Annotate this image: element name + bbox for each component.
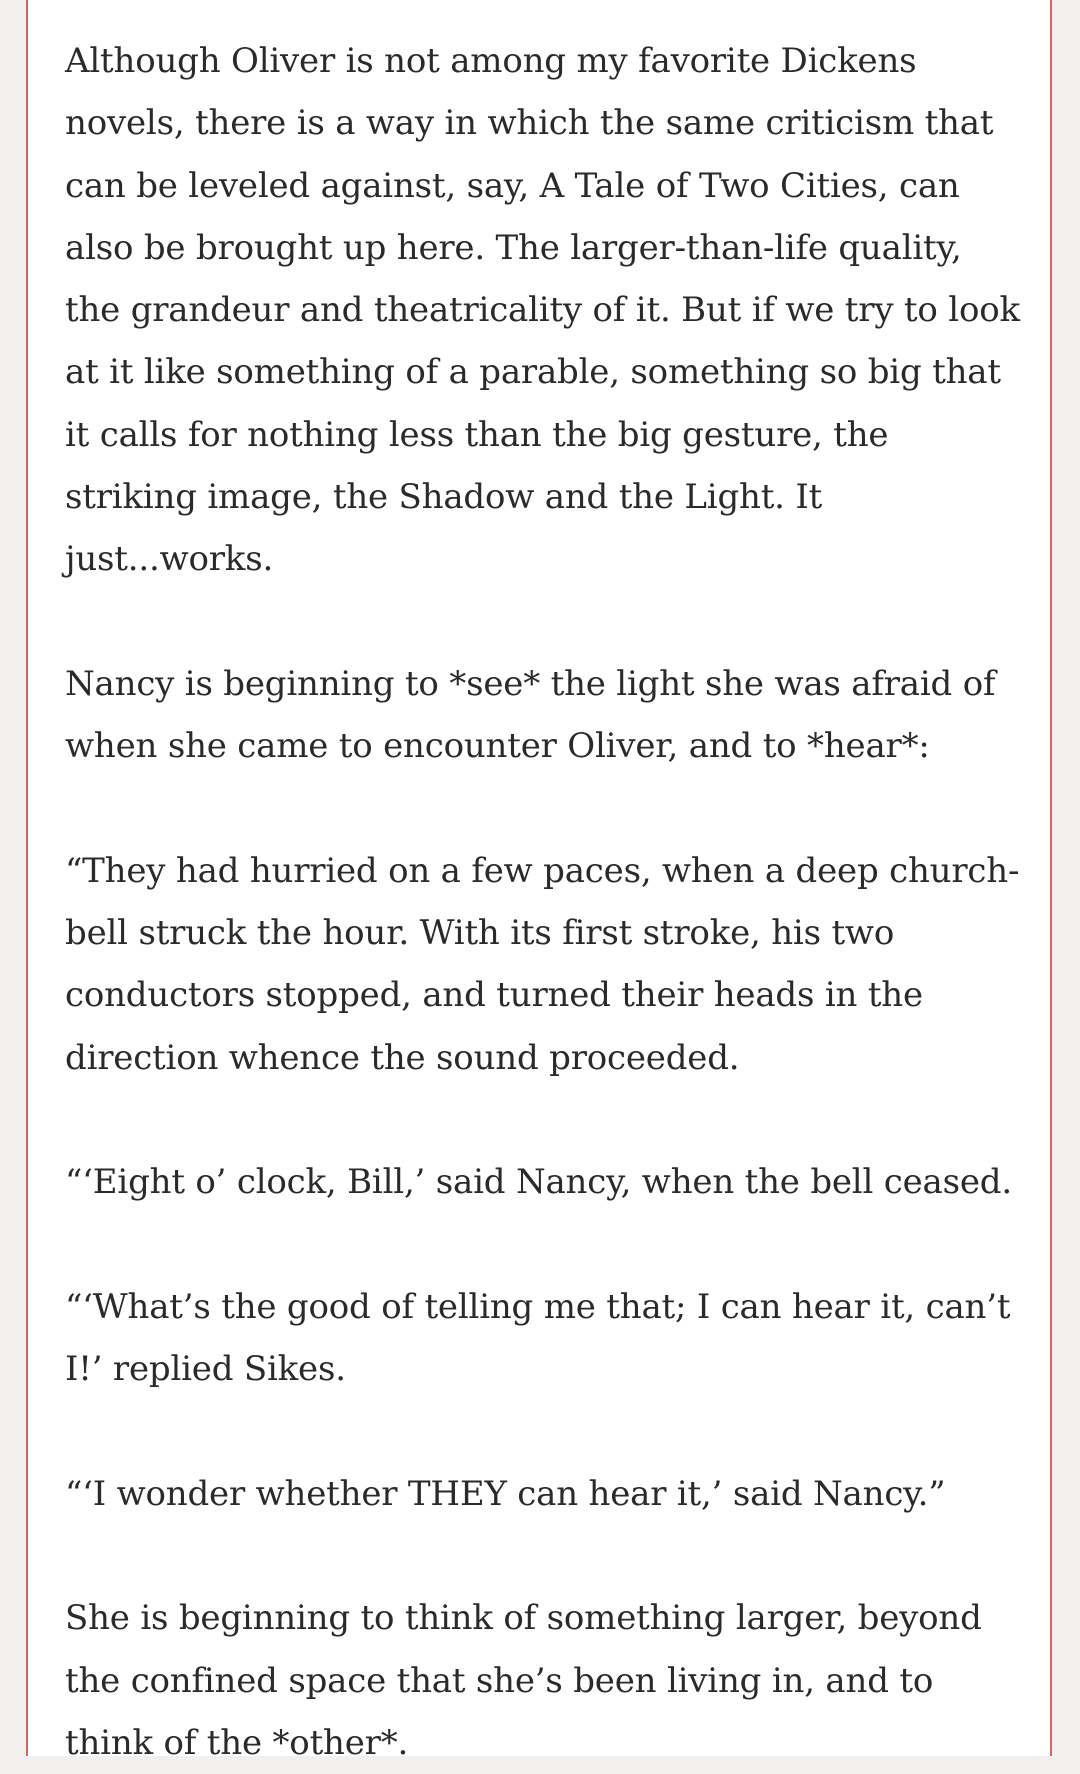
article-body — [65, 30, 1025, 1774]
quote-they-hear: “‘I wonder whether THEY can hear it,’ said Nancy.” — [65, 1473, 946, 1514]
quote-church-bell: “They had hurried on a few paces, when a deep church-bell struck the hour. With its first stroke, his two conductors stopped, and turned their heads in the direction whence the sound proceeded. — [65, 850, 1020, 1078]
paragraph-nancy-sees: Nancy is beginning to *see* the light she was afraid of when she came to encounter Oliver, and to *hear*: — [65, 663, 996, 767]
paragraph-intro: Although Oliver is not among my favorite Dickens novels, there is a way in which the same criticism that can be leveled against, say, A Tale of Two Cities, can also be brought up here. The larger-than-life quality, the grandeur and theatricality of it. But if we try to look at it like something of a parable, something so big that it calls for nothing less than the big gesture, the striking image, the Shadow and the Light. It just...works. — [65, 41, 1020, 580]
quote-eight-oclock: “‘Eight o’ clock, Bill,’ said Nancy, when the bell ceased. — [65, 1162, 1012, 1203]
article-card — [26, 0, 1052, 1764]
quote-sikes-reply: “‘What’s the good of telling me that; I can hear it, can’t I!’ replied Sikes. — [65, 1286, 1011, 1390]
paragraph-conclusion: She is beginning to think of something larger, beyond the confined space that she’s been living in, and to think of the *other*. — [65, 1598, 982, 1764]
